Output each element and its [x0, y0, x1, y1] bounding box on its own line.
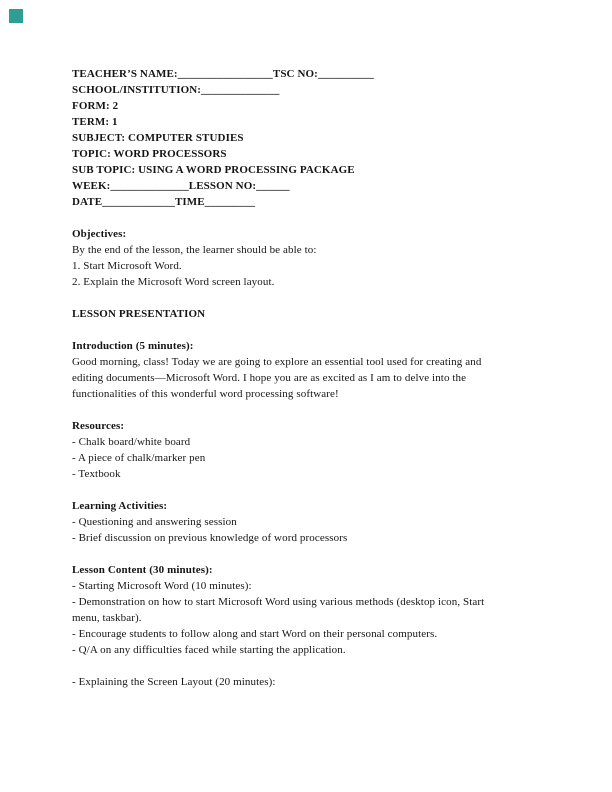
document-line: TERM: 1: [72, 116, 118, 128]
document-line: TEACHER’S NAME:_________________TSC NO:__________: [72, 68, 374, 80]
document-line: 2. Explain the Microsoft Word screen layout.: [72, 276, 275, 288]
document-line: functionalities of this wonderful word processing software!: [72, 388, 339, 400]
document-line: - Textbook: [72, 468, 121, 480]
document-line: - Chalk board/white board: [72, 436, 191, 448]
document-line: editing documents—Microsoft Word. I hope you are as excited as I am to delve into the: [72, 372, 467, 384]
document-line: LESSON PRESENTATION: [72, 308, 206, 320]
document-line: SUB TOPIC: USING A WORD PROCESSING PACKAGE: [72, 164, 355, 176]
document-line: menu, taskbar).: [72, 612, 142, 624]
document-line: - A piece of chalk/marker pen: [72, 452, 206, 464]
document-line: WEEK:______________LESSON NO:______: [72, 180, 290, 192]
document-line: - Encourage students to follow along and start Word on their personal computers.: [72, 628, 438, 640]
page-corner-marker: [9, 9, 23, 23]
document-line: - Brief discussion on previous knowledge of word processors: [72, 532, 348, 544]
document-line: By the end of the lesson, the learner should be able to:: [72, 244, 317, 256]
document-line: DATE_____________TIME_________: [72, 196, 256, 208]
document-line: - Explaining the Screen Layout (20 minutes):: [72, 676, 276, 688]
document-line: - Starting Microsoft Word (10 minutes):: [72, 580, 252, 592]
document-line: Lesson Content (30 minutes):: [72, 564, 213, 576]
document-line: FORM: 2: [72, 100, 119, 112]
document-line: Good morning, class! Today we are going to explore an essential tool used for creating and: [72, 356, 482, 368]
document-line: Introduction (5 minutes):: [72, 340, 194, 352]
document-line: 1. Start Microsoft Word.: [72, 260, 182, 272]
document-line: TOPIC: WORD PROCESSORS: [72, 148, 227, 160]
document-line: - Demonstration on how to start Microsoft Word using various methods (desktop icon, Start: [72, 596, 485, 608]
document-line: Objectives:: [72, 228, 127, 240]
document-content: [72, 66, 540, 690]
document-line: - Questioning and answering session: [72, 516, 237, 528]
document-line: Learning Activities:: [72, 500, 168, 512]
document-line: SUBJECT: COMPUTER STUDIES: [72, 132, 244, 144]
document-line: - Q/A on any difficulties faced while starting the application.: [72, 644, 346, 656]
document-line: SCHOOL/INSTITUTION:______________: [72, 84, 280, 96]
document-line: Resources:: [72, 420, 125, 432]
